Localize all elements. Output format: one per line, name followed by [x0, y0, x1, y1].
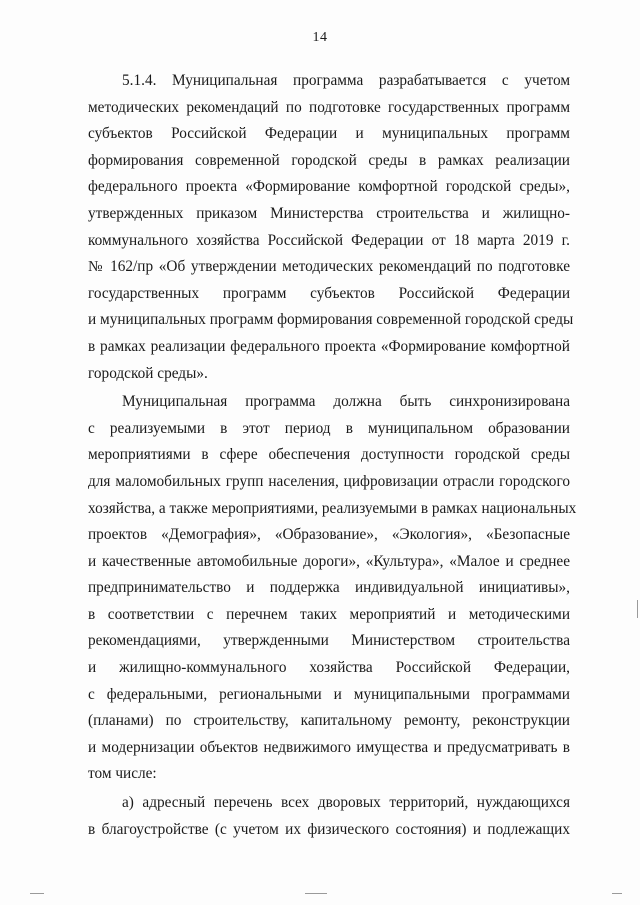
text-line: 5.1.4. Муниципальная программа разрабатывается с учетом	[122, 72, 570, 89]
text-line: проектов «Демография», «Образование», «Экология», «Безопасные	[88, 526, 570, 544]
text-line: с реализуемыми в этот период в муниципальном образовании	[88, 419, 570, 437]
paragraph-5-1-4	[88, 68, 574, 387]
text-line: и качественные автомобильные дороги», «Культура», «Малое и среднее	[88, 552, 570, 570]
text-line: рекомендациями, утвержденными Министерством строительства	[88, 632, 570, 650]
text-line: формирования современной городской среды в рамках реализации	[88, 151, 570, 169]
text-line: в соответствии с перечнем таких мероприятий и методическими	[88, 605, 570, 623]
text-line: предпринимательство и поддержка индивидуальной инициативы»,	[88, 579, 570, 597]
paragraph-synchronization	[88, 389, 577, 788]
scan-artifact	[612, 893, 622, 894]
text-line: № 162/пр «Об утверждении методических рекомендаций по подготовке	[88, 258, 570, 276]
text-line: с федеральными, региональными и муниципальными программами	[88, 685, 570, 703]
text-line: городской среды».	[88, 364, 208, 382]
scan-artifact	[637, 600, 638, 618]
body-text	[88, 68, 577, 843]
text-line: и муниципальных программ формирования современной городской среды	[88, 311, 574, 329]
text-line: (планами) по строительству, капитальному ремонту, реконструкции	[88, 712, 570, 730]
text-line: и жилищно-коммунального хозяйства Российской Федерации,	[88, 659, 570, 677]
text-line: федерального проекта «Формирование комфортной городской среды»,	[88, 178, 570, 196]
scan-artifact	[30, 893, 44, 894]
text-line: и модернизации объектов недвижимого имущества и предусматривать в	[88, 738, 570, 756]
text-line: коммунального хозяйства Российской Федерации от 18 марта 2019 г.	[88, 231, 570, 249]
text-line: утвержденных приказом Министерства строительства и жилищно-	[88, 204, 570, 222]
text-line: мероприятиями в сфере обеспечения доступности городской среды	[88, 446, 570, 464]
text-line: для маломобильных групп населения, цифровизации отрасли городского	[88, 472, 570, 490]
page-number: 14	[312, 30, 328, 45]
text-line: государственных программ субъектов Российской Федерации	[88, 284, 570, 302]
text-line: хозяйства, а также мероприятиями, реализуемыми в рамках национальных	[88, 499, 577, 517]
paragraph-list-item-a	[88, 790, 570, 843]
scan-artifact	[305, 893, 327, 894]
text-line: Муниципальная программа должна быть синхронизирована	[122, 393, 570, 411]
text-line: в благоустройстве (с учетом их физического состояния) и подлежащих	[88, 820, 570, 838]
text-line: субъектов Российской Федерации и муниципальных программ	[88, 125, 570, 143]
text-line: том числе:	[88, 765, 157, 783]
text-line: методических рекомендаций по подготовке государственных программ	[88, 98, 570, 116]
text-line: а) адресный перечень всех дворовых территорий, нуждающихся	[122, 794, 570, 812]
text-line: в рамках реализации федерального проекта «Формирование комфортной	[88, 337, 570, 355]
